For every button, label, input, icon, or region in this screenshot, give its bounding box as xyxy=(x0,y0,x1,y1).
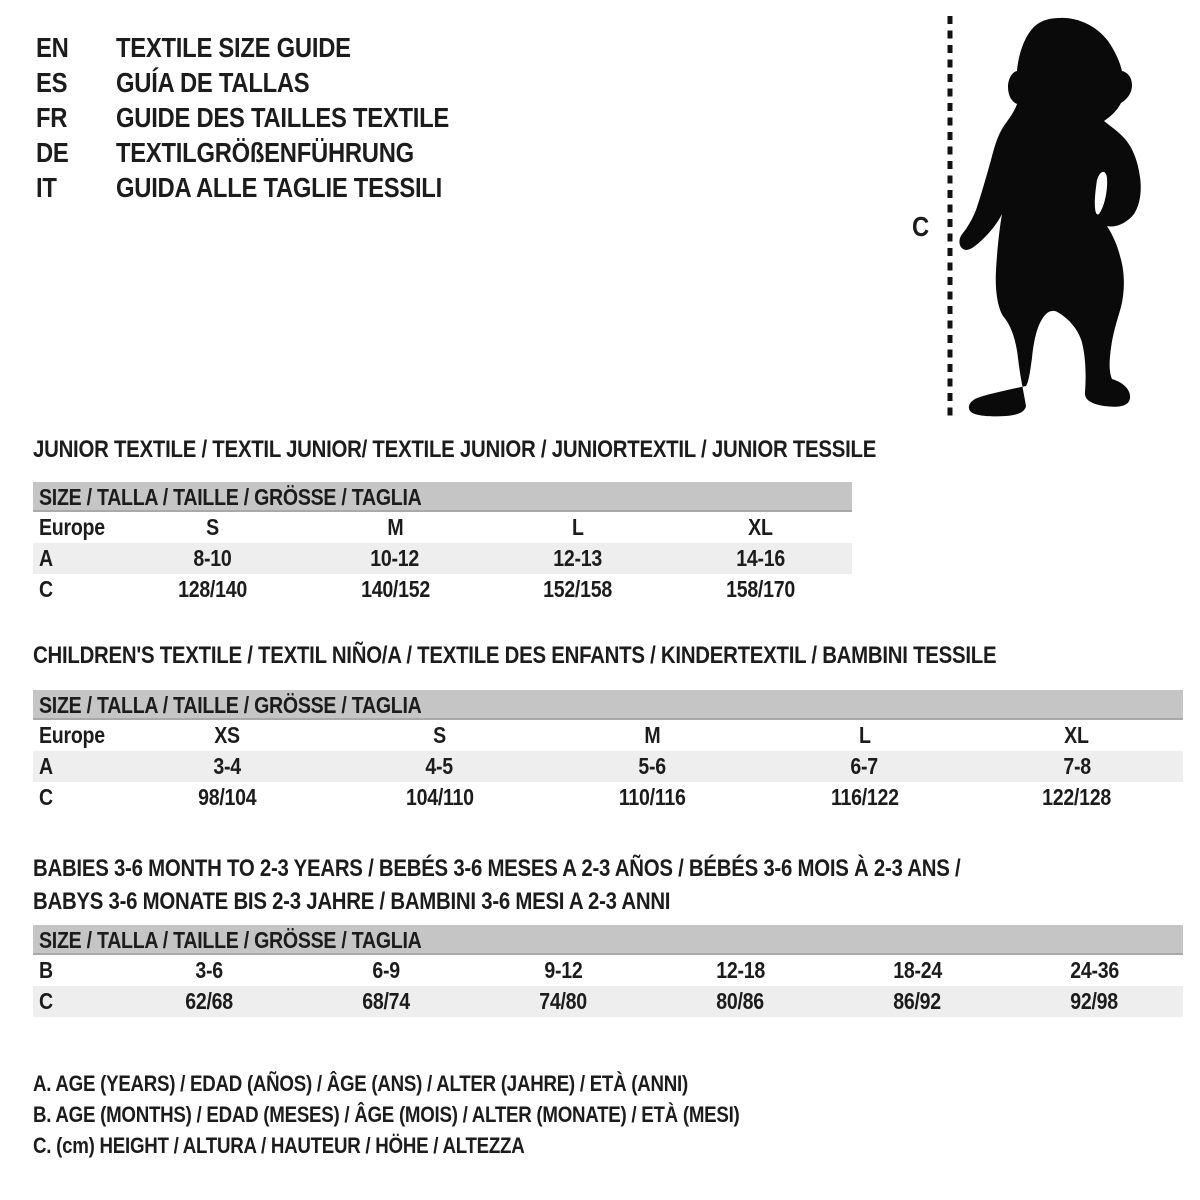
table-cell: 5-6 xyxy=(638,753,666,779)
table-cell: XL xyxy=(748,514,773,540)
size-header-label: SIZE / TALLA / TAILLE / GRÖSSE / TAGLIA xyxy=(39,484,422,510)
row-label: B xyxy=(39,957,53,983)
language-title-list xyxy=(36,30,508,205)
table-cell: 3-4 xyxy=(213,753,241,779)
table-cell: 110/116 xyxy=(618,784,686,810)
junior-size-table xyxy=(33,482,852,605)
table-cell: 122/128 xyxy=(1042,784,1112,810)
table-cell: S xyxy=(433,722,446,748)
table-cell: 12-13 xyxy=(553,545,603,571)
table-cell: 3-6 xyxy=(195,957,224,983)
row-label: C xyxy=(39,988,53,1014)
size-header-bar xyxy=(33,925,1183,955)
language-title: TEXTILE SIZE GUIDE xyxy=(116,31,351,63)
table-cell: 7-8 xyxy=(1063,753,1091,779)
table-cell: 158/170 xyxy=(726,576,796,602)
table-row xyxy=(33,782,1183,813)
table-cell: XS xyxy=(214,722,240,748)
measurement-legend xyxy=(33,1068,864,1161)
language-code: ES xyxy=(36,66,68,98)
table-row xyxy=(33,574,852,605)
table-row xyxy=(33,986,1183,1017)
junior-section-title: JUNIOR TEXTILE / TEXTIL JUNIOR/ TEXTILE JUNIOR / JUNIORTEXTIL / JUNIOR TESSILE xyxy=(33,436,877,463)
language-code: DE xyxy=(36,136,69,168)
figure-measure-label: C xyxy=(912,211,929,242)
children-section-title: CHILDREN'S TEXTILE / TEXTIL NIÑO/A / TEXTILE DES ENFANTS / KINDERTEXTIL / BAMBINI TESSILE xyxy=(33,642,997,669)
table-row xyxy=(33,751,1183,782)
language-row xyxy=(36,65,508,100)
table-cell: XL xyxy=(1064,722,1090,748)
size-header-bar xyxy=(33,690,1183,720)
size-header-label: SIZE / TALLA / TAILLE / GRÖSSE / TAGLIA xyxy=(39,692,422,718)
table-cell: 9-12 xyxy=(544,957,583,983)
toddler-silhouette-icon xyxy=(956,15,1146,420)
table-cell: 140/152 xyxy=(360,576,430,602)
table-cell: 6-7 xyxy=(850,753,879,779)
table-row xyxy=(33,543,852,574)
babies-section-title xyxy=(33,852,1124,918)
language-row xyxy=(36,100,508,135)
legend-line-a: A. AGE (YEARS) / EDAD (AÑOS) / ÂGE (ANS) / ALTER (JAHRE) / ETÀ (ANNI) xyxy=(33,1071,688,1096)
row-label: Europe xyxy=(39,722,105,748)
height-measure-line xyxy=(946,16,954,416)
table-cell: M xyxy=(643,722,661,748)
table-cell: 74/80 xyxy=(539,988,588,1014)
language-title: TEXTILGRÖßENFÜHRUNG xyxy=(116,136,414,168)
table-cell: 10-12 xyxy=(370,545,420,571)
children-size-table xyxy=(33,690,1183,813)
language-row xyxy=(36,30,508,65)
babies-size-table xyxy=(33,925,1183,1017)
table-cell: S xyxy=(205,514,219,540)
language-row xyxy=(36,135,508,170)
size-header-label: SIZE / TALLA / TAILLE / GRÖSSE / TAGLIA xyxy=(39,927,422,953)
row-label: A xyxy=(39,545,53,571)
row-label: A xyxy=(39,753,53,779)
language-row xyxy=(36,170,508,205)
language-code: EN xyxy=(36,31,69,63)
table-cell: 128/140 xyxy=(177,576,247,602)
row-label: Europe xyxy=(39,514,105,540)
table-cell: 24-36 xyxy=(1070,957,1119,983)
table-cell: 4-5 xyxy=(425,753,454,779)
table-cell: 12-18 xyxy=(716,957,765,983)
table-cell: M xyxy=(387,514,404,540)
table-cell: 92/98 xyxy=(1070,988,1119,1014)
table-cell: 68/74 xyxy=(362,988,411,1014)
table-cell: 62/68 xyxy=(185,988,234,1014)
babies-title-line1: BABIES 3-6 MONTH TO 2-3 YEARS / BEBÉS 3-6 MESES A 2-3 AÑOS / BÉBÉS 3-6 MOIS À 2-3 ANS / xyxy=(33,855,961,882)
table-cell: 98/104 xyxy=(198,784,257,810)
table-row xyxy=(33,720,1183,751)
legend-line-c: C. (cm) HEIGHT / ALTURA / HAUTEUR / HÖHE / ALTEZZA xyxy=(33,1133,525,1158)
row-label: C xyxy=(39,784,53,810)
language-code: IT xyxy=(36,171,57,203)
table-cell: 104/110 xyxy=(405,784,474,810)
table-cell: 86/92 xyxy=(893,988,942,1014)
table-row xyxy=(33,512,852,543)
language-title: GUÍA DE TALLAS xyxy=(116,66,310,98)
table-row xyxy=(33,955,1183,986)
table-cell: 116/122 xyxy=(830,784,899,810)
table-cell: 14-16 xyxy=(736,545,785,571)
language-title: GUIDE DES TAILLES TEXTILE xyxy=(116,101,450,133)
table-cell: 8-10 xyxy=(193,545,232,571)
table-cell: L xyxy=(572,514,584,540)
table-cell: 18-24 xyxy=(893,957,942,983)
legend-line-b: B. AGE (MONTHS) / EDAD (MESES) / ÂGE (MOIS) / ALTER (MONATE) / ETÀ (MESI) xyxy=(33,1102,740,1127)
table-cell: 152/158 xyxy=(543,576,613,602)
table-cell: 80/86 xyxy=(716,988,765,1014)
language-title: GUIDA ALLE TAGLIE TESSILI xyxy=(116,171,442,203)
row-label: C xyxy=(39,576,53,602)
language-code: FR xyxy=(36,101,68,133)
table-cell: 6-9 xyxy=(372,957,401,983)
babies-title-line2: BABYS 3-6 MONATE BIS 2-3 JAHRE / BAMBINI 3-6 MESI A 2-3 ANNI xyxy=(33,888,671,915)
table-cell: L xyxy=(858,722,871,748)
size-header-bar xyxy=(33,482,852,512)
